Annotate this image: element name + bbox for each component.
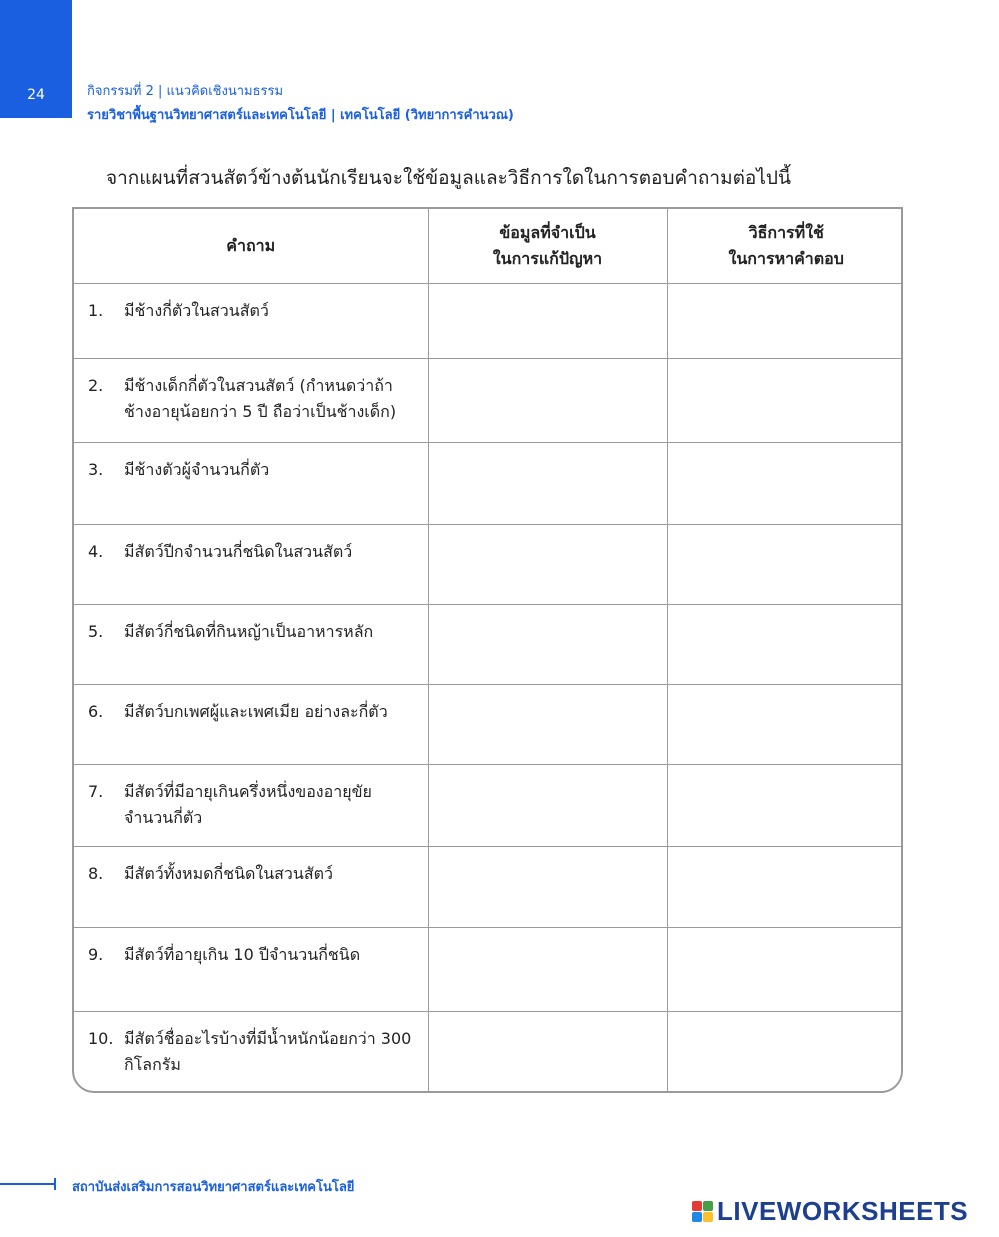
table-row: [74, 525, 903, 605]
question-text: มีสัตว์ที่มีอายุเกินครึ่งหนึ่งของอายุขัยจำนวนกี่ตัว: [124, 782, 372, 827]
header-question-label: คำถาม: [226, 236, 276, 255]
table-row: [74, 847, 903, 928]
question-number: 1.: [88, 301, 104, 320]
method-answer-cell[interactable]: [667, 359, 903, 443]
required-data-answer-cell[interactable]: [428, 359, 667, 443]
worksheet-table: [72, 207, 903, 1093]
table-row: [74, 1012, 903, 1094]
table-row: [74, 284, 903, 359]
header-question: [74, 209, 428, 284]
activity-title: กิจกรรมที่ 2 | แนวคิดเชิงนามธรรม: [87, 84, 284, 99]
question-cell: [74, 765, 428, 847]
question-cell: [74, 284, 428, 359]
question-cell: [74, 525, 428, 605]
question-cell: [74, 605, 428, 685]
question-cell: [74, 359, 428, 443]
method-answer-cell[interactable]: [667, 443, 903, 525]
liveworksheets-logo-icon: [692, 1201, 713, 1222]
footer-institute: สถาบันส่งเสริมการสอนวิทยาศาสตร์และเทคโนโลยี: [72, 1180, 355, 1195]
table-row: [74, 928, 903, 1012]
method-answer-cell[interactable]: [667, 525, 903, 605]
footer-rule: [0, 1183, 54, 1185]
required-data-answer-cell[interactable]: [428, 1012, 667, 1094]
question-text: มีสัตว์บกเพศผู้และเพศเมีย อย่างละกี่ตัว: [124, 702, 388, 721]
question-number: 3.: [88, 460, 104, 479]
question-number: 2.: [88, 376, 104, 395]
question-number: 10.: [88, 1029, 114, 1048]
table-row: [74, 605, 903, 685]
header-required-data: [428, 209, 667, 284]
header-method: [667, 209, 903, 284]
required-data-answer-cell[interactable]: [428, 525, 667, 605]
question-text: มีสัตว์ที่อายุเกิน 10 ปีจำนวนกี่ชนิด: [124, 945, 361, 964]
question-cell: [74, 928, 428, 1012]
method-answer-cell[interactable]: [667, 847, 903, 928]
question-text: มีช้างเด็กกี่ตัวในสวนสัตว์ (กำหนดว่าถ้าช้างอายุน้อยกว่า 5 ปี ถือว่าเป็นช้างเด็ก): [124, 376, 397, 421]
question-number: 6.: [88, 702, 104, 721]
brand-name: LIVEWORKSHEETS: [717, 1196, 969, 1226]
question-text: มีสัตว์ทั้งหมดกี่ชนิดในสวนสัตว์: [124, 864, 333, 883]
question-text: มีสัตว์ปีกจำนวนกี่ชนิดในสวนสัตว์: [124, 542, 353, 561]
header-method-line2: ในการหาคำตอบ: [728, 249, 844, 268]
question-text: มีสัตว์กี่ชนิดที่กินหญ้าเป็นอาหารหลัก: [124, 622, 374, 641]
footer-rule-tick: [54, 1178, 56, 1190]
required-data-answer-cell[interactable]: [428, 847, 667, 928]
required-data-answer-cell[interactable]: [428, 685, 667, 765]
header-method-line1: วิธีการที่ใช้: [748, 223, 824, 242]
question-text: มีช้างกี่ตัวในสวนสัตว์: [124, 301, 269, 320]
question-cell: [74, 847, 428, 928]
question-text: มีสัตว์ชื่ออะไรบ้างที่มีน้ำหนักน้อยกว่า 300 กิโลกรัม: [124, 1029, 412, 1074]
method-answer-cell[interactable]: [667, 928, 903, 1012]
method-answer-cell[interactable]: [667, 284, 903, 359]
instruction-text: จากแผนที่สวนสัตว์ข้างต้นนักเรียนจะใช้ข้อมูลและวิธีการใดในการตอบคำถามต่อไปนี้: [106, 167, 791, 189]
liveworksheets-brand[interactable]: [692, 1196, 968, 1227]
header-required-data-line1: ข้อมูลที่จำเป็น: [499, 223, 596, 242]
question-number: 9.: [88, 945, 104, 964]
question-number: 8.: [88, 864, 104, 883]
required-data-answer-cell[interactable]: [428, 605, 667, 685]
table-row: [74, 443, 903, 525]
question-cell: [74, 443, 428, 525]
required-data-answer-cell[interactable]: [428, 443, 667, 525]
table-row: [74, 765, 903, 847]
required-data-answer-cell[interactable]: [428, 765, 667, 847]
required-data-answer-cell[interactable]: [428, 928, 667, 1012]
table-header-row: [74, 209, 903, 284]
method-answer-cell[interactable]: [667, 1012, 903, 1094]
table-row: [74, 359, 903, 443]
page-number: 24: [27, 87, 45, 103]
subject-title: รายวิชาพื้นฐานวิทยาศาสตร์และเทคโนโลยี | เทคโนโลยี (วิทยาการคำนวณ): [87, 108, 514, 123]
question-cell: [74, 685, 428, 765]
method-answer-cell[interactable]: [667, 765, 903, 847]
question-cell: [74, 1012, 428, 1094]
method-answer-cell[interactable]: [667, 685, 903, 765]
method-answer-cell[interactable]: [667, 605, 903, 685]
header-required-data-line2: ในการแก้ปัญหา: [492, 249, 603, 268]
required-data-answer-cell[interactable]: [428, 284, 667, 359]
question-text: มีช้างตัวผู้จำนวนกี่ตัว: [124, 460, 270, 479]
question-number: 4.: [88, 542, 104, 561]
question-number: 5.: [88, 622, 104, 641]
question-number: 7.: [88, 782, 104, 801]
table-row: [74, 685, 903, 765]
